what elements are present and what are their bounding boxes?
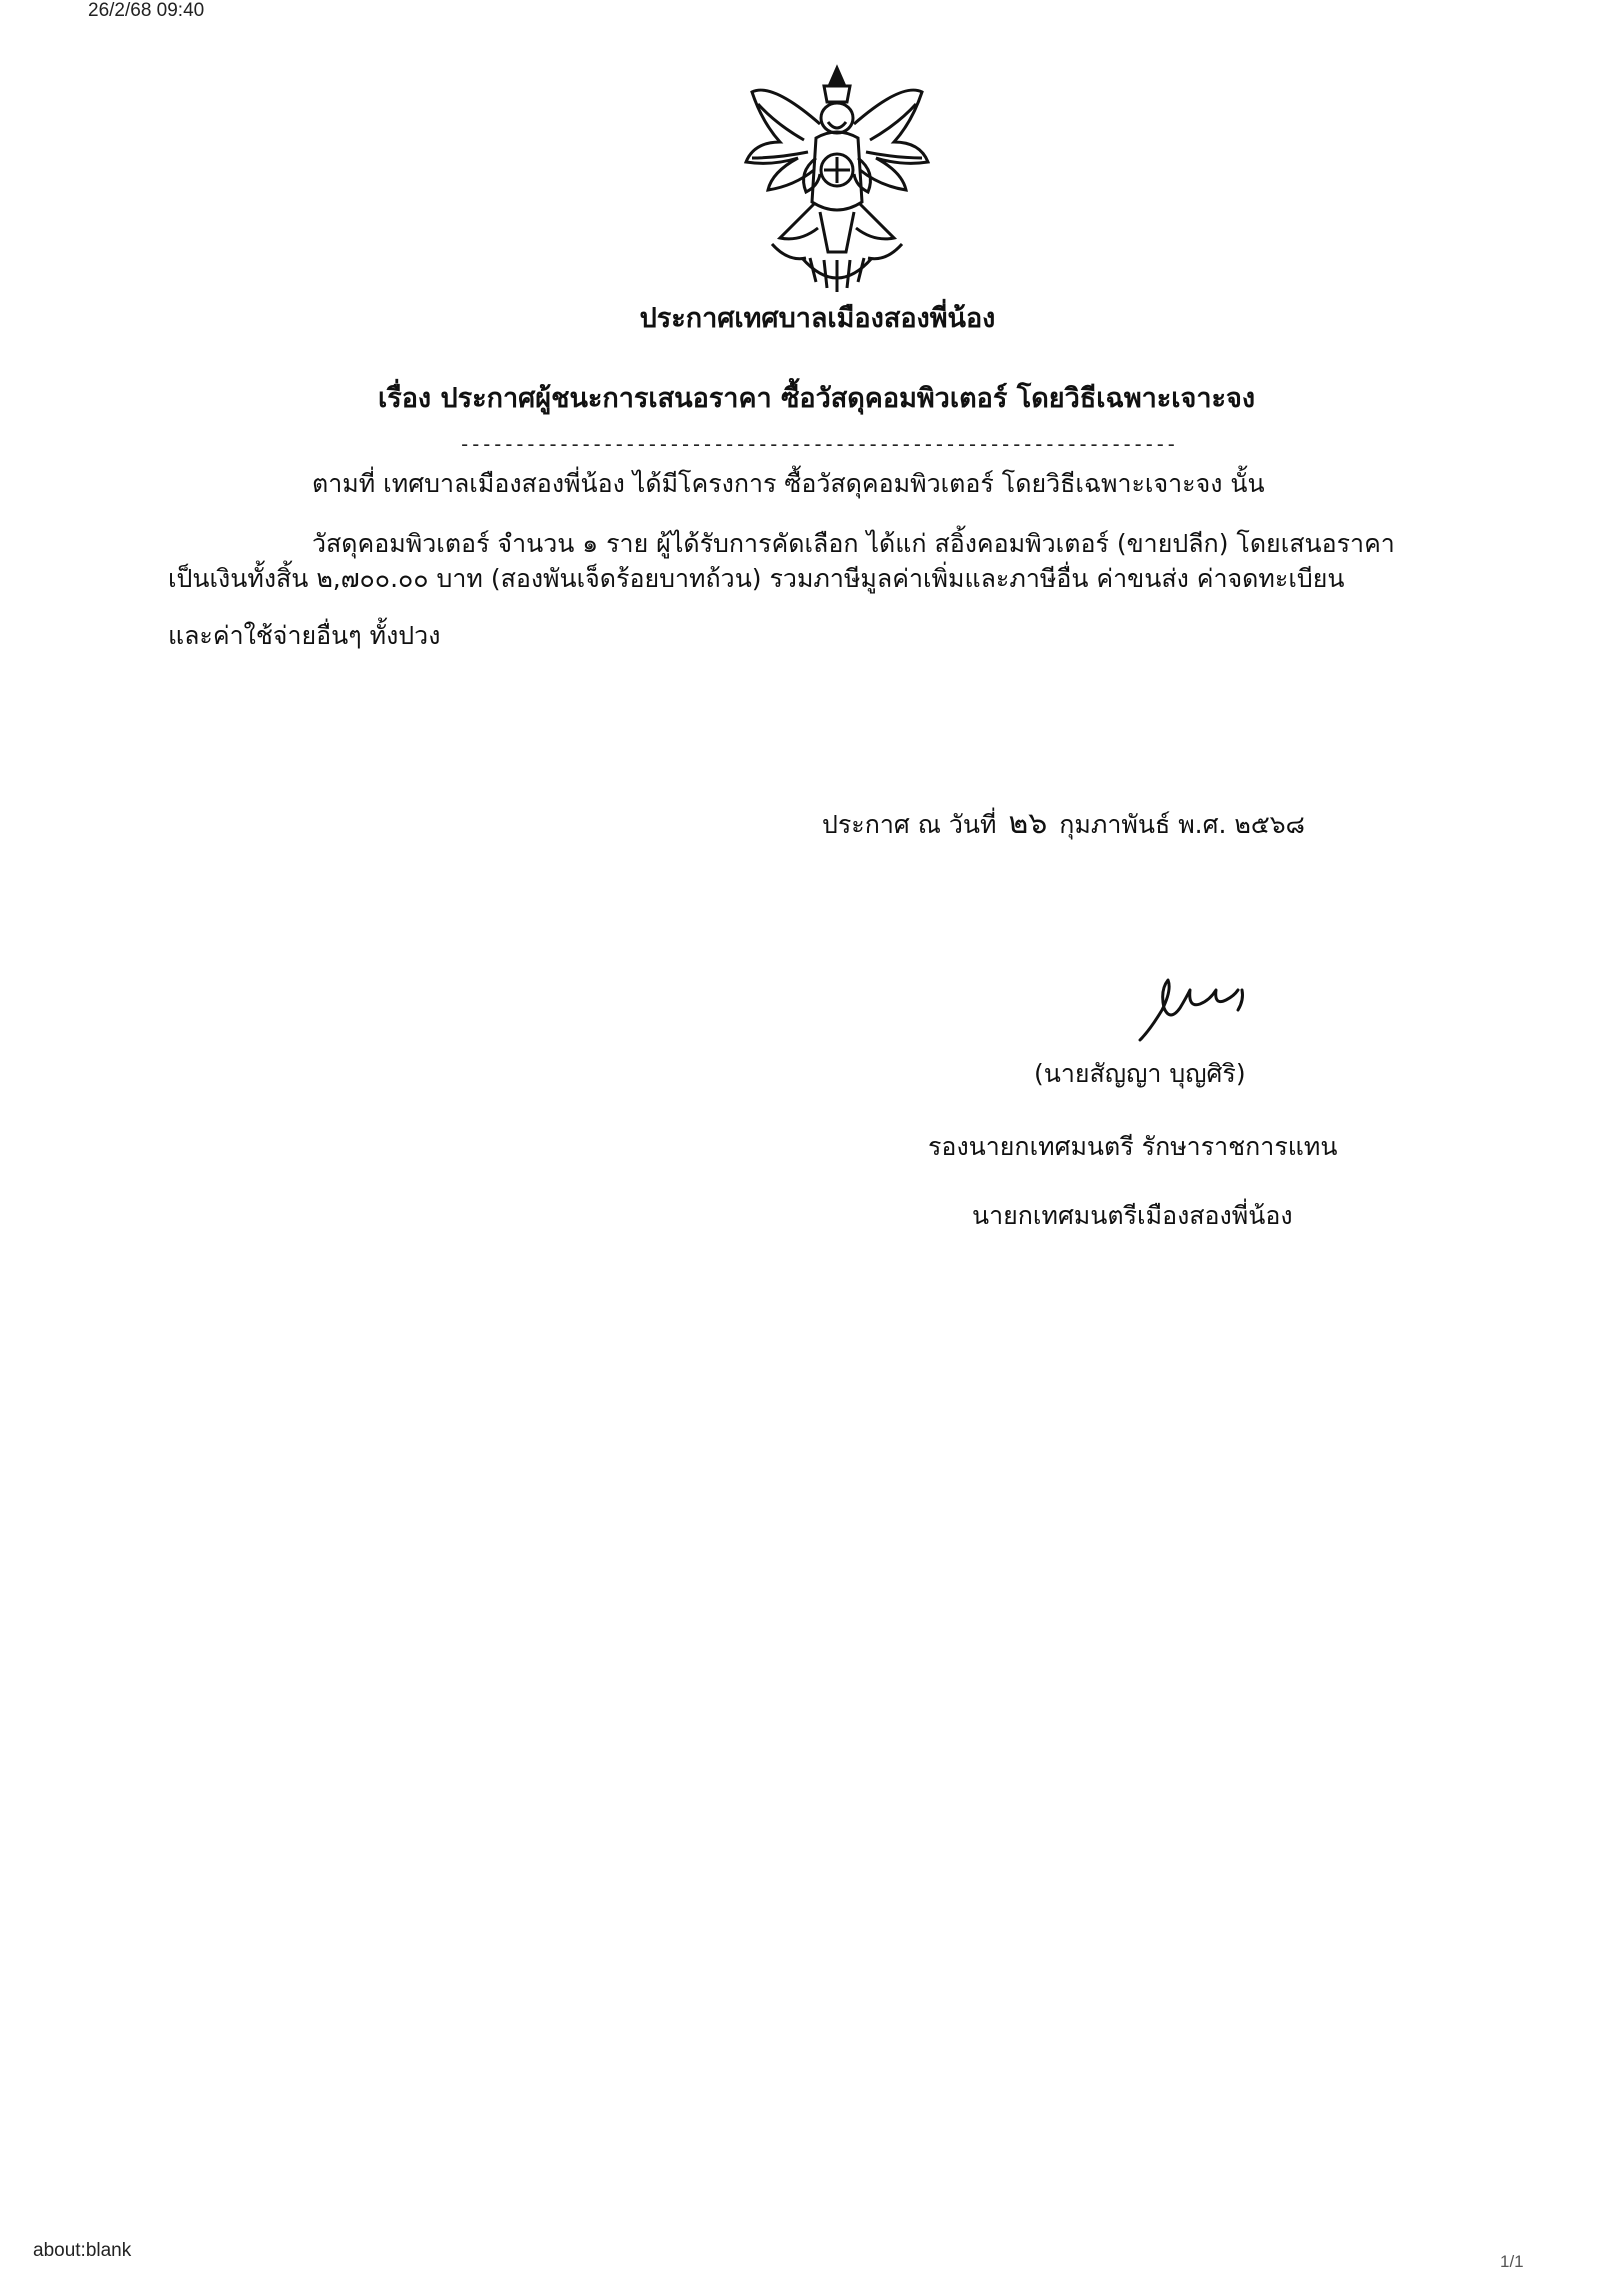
announcement-issuer: ประกาศเทศบาลเมืองสองพี่น้อง (639, 303, 996, 334)
signatory-office: นายกเทศมนตรีเมืองสองพี่น้อง (972, 1201, 1293, 1230)
print-page-number: 1/1 (1500, 2252, 1524, 2271)
print-timestamp: 26/2/68 09:40 (88, 0, 205, 21)
body-line-3: เป็นเงินทั้งสิ้น ๒,๗๐๐.๐๐ บาท (สองพันเจ็ดร้อยบาทถ้วน) รวมภาษีมูลค่าเพิ่มและภาษีอื่น ค่าขนส่ง ค่าจดทะเบียน (168, 564, 1345, 593)
garuda-emblem-icon (732, 62, 942, 297)
body-line-2: วัสดุคอมพิวเตอร์ จำนวน ๑ ราย ผู้ได้รับการคัดเลือก ได้แก่ สอิ้งคอมพิวเตอร์ (ขายปลีก) โดยเสนอราคา (312, 529, 1395, 558)
handwritten-signature (1120, 960, 1270, 1050)
signatory-position: รองนายกเทศมนตรี รักษาราชการแทน (928, 1132, 1338, 1161)
signatory-name: (นายสัญญา บุญศิริ) (1034, 1059, 1246, 1088)
date-suffix: กุมภาพันธ์ พ.ศ. ๒๕๖๘ (1059, 810, 1305, 839)
body-line-1: ตามที่ เทศบาลเมืองสองพี่น้อง ได้มีโครงการ ซื้อวัสดุคอมพิวเตอร์ โดยวิธีเฉพาะเจาะจง นั้น (312, 469, 1265, 498)
announcement-subject: เรื่อง ประกาศผู้ชนะการเสนอราคา ซื้อวัสดุคอมพิวเตอร์ โดยวิธีเฉพาะเจาะจง (377, 383, 1256, 414)
announcement-date (822, 800, 1305, 847)
date-prefix: ประกาศ ณ วันที่ (822, 810, 997, 839)
print-url: about:blank (33, 2240, 132, 2261)
date-day: ๒๖ (1008, 806, 1048, 841)
divider: ----------------------------------------------------------------- (458, 432, 1177, 456)
body-line-4: และค่าใช้จ่ายอื่นๆ ทั้งปวง (168, 621, 441, 650)
